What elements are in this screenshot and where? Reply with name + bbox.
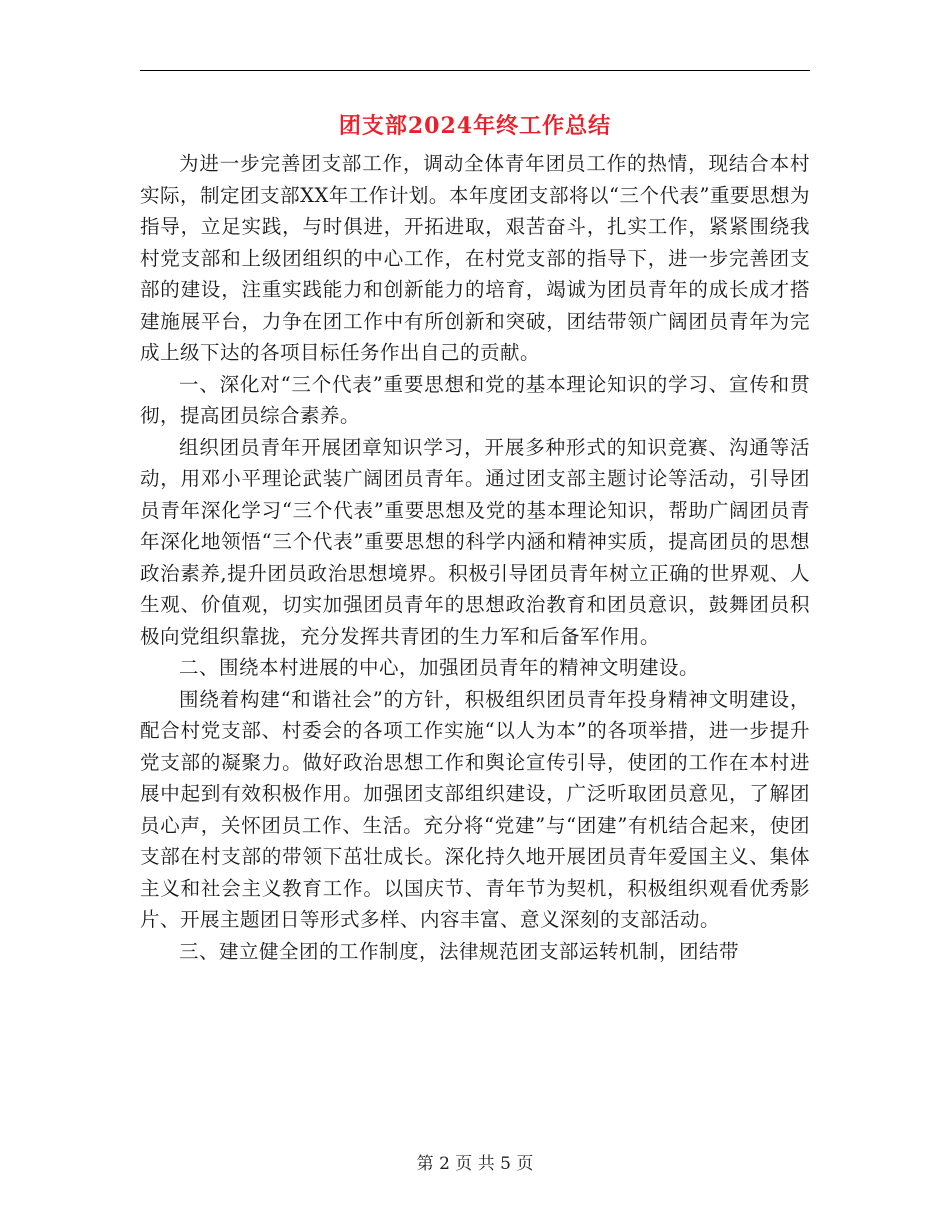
header-rule	[140, 70, 810, 71]
paragraph-section-1: 组织团员青年开展团章知识学习，开展多种形式的知识竞赛、沟通等活动，用邓小平理论武装广阔团员青年。通过团支部主题讨论等活动，引导团员青年深化学习“三个代表”重要思想及党的基本理论知识，帮助广阔团员青年深化地领悟“三个代表”重要思想的科学内涵和精神实质，提高团员的思想政治素养,提升团员政治思想境界。积极引导团员青年树立正确的世界观、人生观、价值观，切实加强团员青年的思想政治教育和团员意识，鼓舞团员积极向党组织靠拢，充分发挥共青团的生力军和后备军作用。	[140, 435, 810, 648]
document-title: 团支部2024年终工作总结	[338, 113, 612, 139]
page-number: 第 2 页 共 5 页	[416, 1154, 534, 1174]
section-heading-1: 一、深化对“三个代表”重要思想和党的基本理论知识的学习、宣传和贯彻，提高团员综合素养。	[140, 372, 810, 427]
section-heading-3: 三、建立健全团的工作制度，法律规范团支部运转机制，团结带	[179, 939, 740, 963]
section-heading-2: 二、围绕本村进展的中心，加强团员青年的精神文明建设。	[179, 656, 700, 679]
document-body	[140, 148, 810, 967]
paragraph-intro: 为进一步完善团支部工作，调动全体青年团员工作的热情，现结合本村实际，制定团支部XX年工作计划。本年度团支部将以“三个代表”重要思想为指导，立足实践，与时俱进，开拓进取，艰苦奋斗，扎实工作，紧紧围绕我村党支部和上级团组织的中心工作，在村党支部的指导下，进一步完善团支部的建设，注重实践能力和创新能力的培育，竭诚为团员青年的成长成才搭建施展平台，力争在团工作中有所创新和突破，团结带领广阔团员青年为完成上级下达的各项目标任务作出自己的贡献。	[140, 152, 810, 364]
paragraph-section-2: 围绕着构建“和谐社会”的方针，积极组织团员青年投身精神文明建设，配合村党支部、村委会的各项工作实施“以人为本”的各项举措，进一步提升党支部的凝聚力。做好政治思想工作和舆论宣传引导，使团的工作在本村进展中起到有效积极作用。加强团支部组织建设，广泛听取团员意见，了解团员心声，关怀团员工作、生活。充分将“党建”与“团建”有机结合起来，使团支部在村支部的带领下茁壮成长。深化持久地开展团员青年爱国主义、集体主义和社会主义教育工作。以国庆节、青年节为契机，积极组织观看优秀影片、开展主题团日等形式多样、内容丰富、意义深刻的支部活动。	[140, 687, 810, 931]
